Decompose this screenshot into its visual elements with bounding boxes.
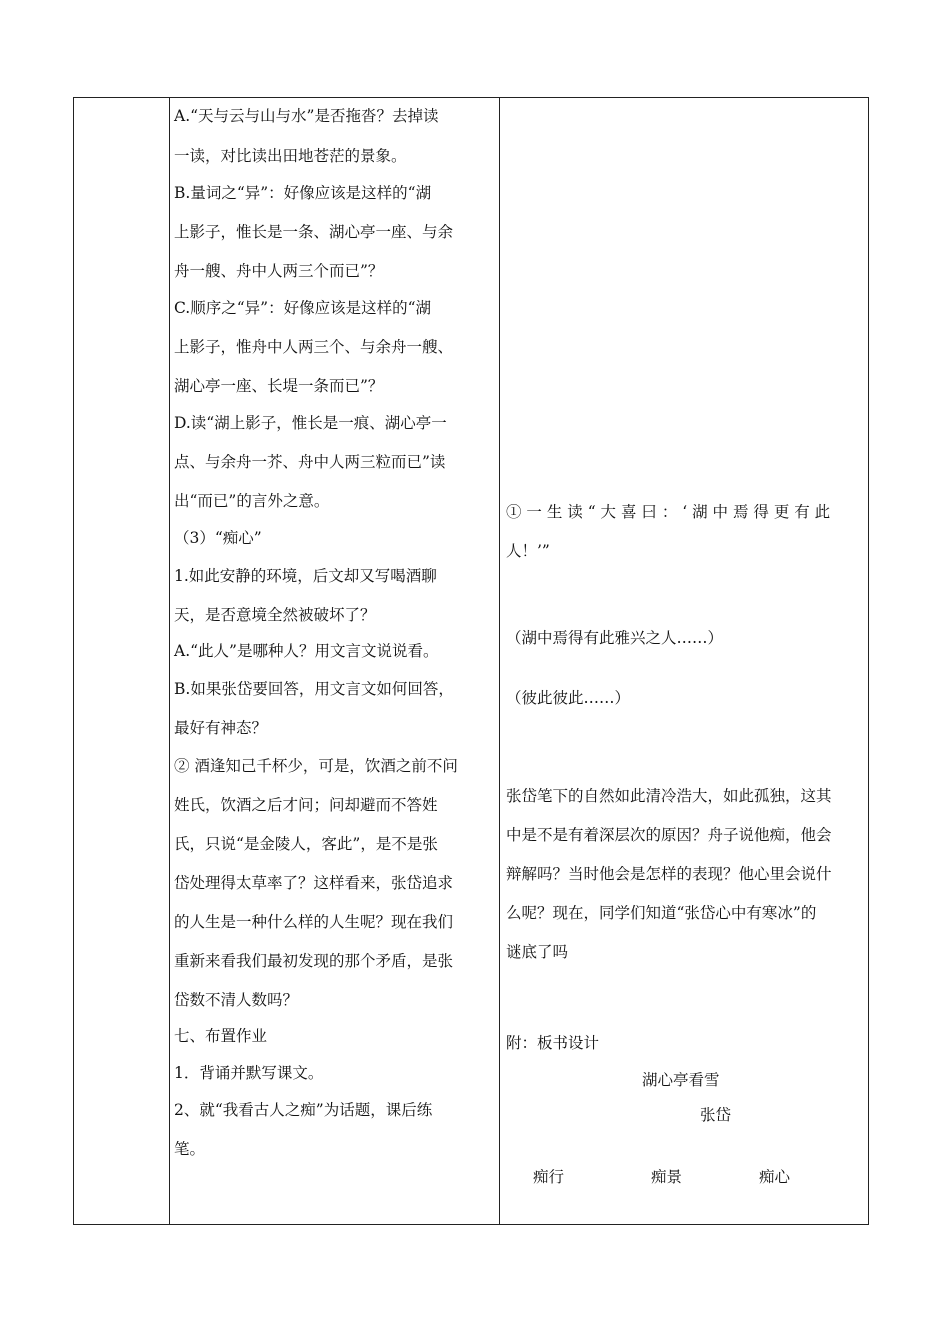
text-line: 最好有神态？ <box>174 719 268 737</box>
notes-column <box>506 98 862 1224</box>
text-line: 舟一艘、舟中人两三个而已”？ <box>174 262 384 280</box>
text-line: 姓氏，饮酒之后才问；问却避而不答姓 <box>174 796 438 814</box>
text-line: 出“而已”的言外之意。 <box>174 492 330 510</box>
text-line: 天，是否意境全然被破坏了？ <box>174 606 376 624</box>
text-line: ② 酒逢知己千杯少，可是，饮酒之前不问 <box>174 757 458 775</box>
text-line: 重新来看我们最初发现的那个矛盾，是张 <box>174 952 454 970</box>
text-line: ① 一 生 读 “ 大 喜 曰 ： ‘ 湖 中 焉 得 更 有 此 <box>506 503 831 521</box>
column-divider-2 <box>499 98 500 1224</box>
text-line: 人！’” <box>506 542 550 560</box>
text-line: 中是不是有着深层次的原因？舟子说他痴，他会 <box>506 826 832 844</box>
text-line: 笔。 <box>174 1140 206 1158</box>
lesson-table <box>73 97 869 1225</box>
board-title: 湖心亭看雪 <box>642 1071 720 1089</box>
board-design-label: 附：板书设计 <box>506 1034 600 1052</box>
text-line: 岱处理得太草率了？这样看来，张岱追求 <box>174 874 454 892</box>
section-heading: 七、布置作业 <box>174 1027 268 1045</box>
text-line: 张岱笔下的自然如此清冷浩大，如此孤独，这其 <box>506 787 832 805</box>
text-line: （湖中焉得有此雅兴之人……） <box>506 629 724 647</box>
text-line: 点、与余舟一芥、舟中人两三粒而已”读 <box>174 453 446 471</box>
text-line: D.读“湖上影子，惟长是一痕、湖心亭一 <box>174 414 447 432</box>
text-line: 1.如此安静的环境，后文却又写喝酒聊 <box>174 567 437 585</box>
text-line: （彼此彼此……） <box>506 689 631 707</box>
board-item: 痴行 <box>533 1168 565 1186</box>
text-line: 谜底了吗 <box>506 943 569 961</box>
board-item: 痴心 <box>759 1168 791 1186</box>
text-line: A.“天与云与山与水”是否拖沓？去掉读 <box>174 107 439 125</box>
text-line: B.如果张岱要回答，用文言文如何回答， <box>174 680 454 698</box>
text-line: 辩解吗？当时他会是怎样的表现？他心里会说什 <box>506 865 832 883</box>
section-heading: （3）“痴心” <box>174 529 262 547</box>
text-line: B.量词之“异”：好像应该是这样的“湖 <box>174 184 432 202</box>
column-divider-1 <box>169 98 170 1224</box>
text-line: A.“此人”是哪种人？用文言文说说看。 <box>174 642 439 660</box>
text-line: 一读，对比读出田地苍茫的景象。 <box>174 147 407 165</box>
text-line: C.顺序之“异”：好像应该是这样的“湖 <box>174 299 432 317</box>
text-line: 氏，只说“是金陵人，客此”，是不是张 <box>174 835 438 853</box>
text-line: 1．背诵并默写课文。 <box>174 1064 324 1082</box>
text-line: 么呢？现在，同学们知道“张岱心中有寒冰”的 <box>506 904 817 922</box>
board-author: 张岱 <box>700 1106 732 1124</box>
text-line: 的人生是一种什么样的人生呢？现在我们 <box>174 913 454 931</box>
text-line: 2、就“我看古人之痴”为话题，课后练 <box>174 1101 433 1119</box>
board-item: 痴景 <box>651 1168 683 1186</box>
text-line: 上影子，惟长是一条、湖心亭一座、与余 <box>174 223 454 241</box>
text-line: 岱数不清人数吗？ <box>174 991 299 1009</box>
text-line: 上影子，惟舟中人两三个、与余舟一艘、 <box>174 338 454 356</box>
text-line: 湖心亭一座、长堤一条而已”？ <box>174 377 384 395</box>
